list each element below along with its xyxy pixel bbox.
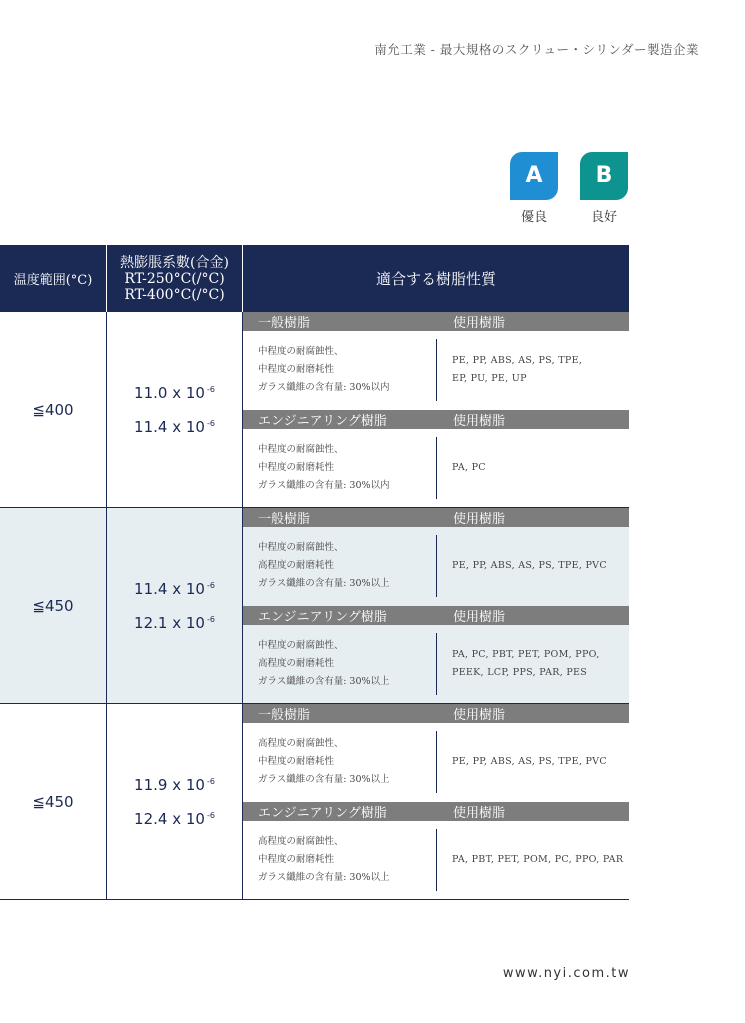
section-header — [243, 508, 629, 527]
section-body — [243, 625, 629, 704]
section-header — [243, 312, 629, 331]
table-row — [0, 312, 629, 508]
used-resin-label: 使用樹脂 — [453, 805, 506, 821]
section-body — [243, 723, 629, 802]
used-resin-label: 使用樹脂 — [453, 609, 506, 625]
grade-a-badge: A — [510, 152, 558, 200]
resin-list: PA, PC — [452, 461, 486, 473]
used-resin-label: 使用樹脂 — [453, 708, 506, 723]
divider — [436, 633, 437, 695]
temperature-cell: ≦450 — [0, 508, 107, 703]
used-resin-label: 使用樹脂 — [453, 413, 506, 429]
section-body — [243, 821, 629, 900]
resin-type-label: 一般樹脂 — [258, 316, 311, 331]
section-body — [243, 429, 629, 508]
grade-b-badge: B — [580, 152, 628, 200]
resin-list: PA, PC, PBT, PET, POM, PPO, PEEK, LCP, PPS, PAR, PES — [452, 648, 600, 678]
header-temperature: 温度範囲(°C) — [0, 245, 107, 312]
header-coefficient — [107, 245, 243, 312]
table-header — [0, 245, 629, 312]
page-header-title: 南允工業 - 最大規格のスクリュー・シリンダー製造企業 — [374, 42, 699, 57]
resin-type-label: 一般樹脂 — [258, 708, 311, 723]
section-header — [243, 606, 629, 625]
divider — [436, 535, 437, 597]
section-header — [243, 410, 629, 429]
section-header — [243, 802, 629, 821]
coefficient-cell — [107, 704, 243, 899]
resin-list: PE, PP, ABS, AS, PS, TPE, PVC — [452, 560, 607, 572]
table-row — [0, 704, 629, 900]
property-list: 中程度の耐腐蝕性、 中程度の耐磨耗性 ガラス纖維の含有量: 30%以内 — [258, 346, 390, 394]
header-coef-line1: RT-250°C(/°C) — [124, 270, 225, 287]
resin-list: PE, PP, ABS, AS, PS, TPE, EP, PU, PE, UP — [452, 355, 583, 385]
resin-cell — [243, 508, 629, 703]
coefficient-cell — [107, 508, 243, 703]
grade-a-label: 優良 — [520, 210, 547, 225]
temperature-cell: ≦400 — [0, 312, 107, 507]
resin-list: PE, PP, ABS, AS, PS, TPE, PVC — [452, 756, 607, 768]
coef-value-250: 11.4 x 10 $^{-6}$ — [134, 579, 215, 598]
used-resin-label: 使用樹脂 — [453, 512, 506, 527]
property-list: 中程度の耐腐蝕性、 中程度の耐磨耗性 ガラス纖維の含有量: 30%以内 — [258, 443, 390, 491]
property-list: 高程度の耐腐蝕性、 中程度の耐磨耗性 ガラス纖維の含有量: 30%以上 — [258, 835, 390, 883]
header-coef-line2: RT-400°C(/°C) — [124, 286, 225, 303]
divider — [436, 731, 437, 793]
divider — [436, 339, 437, 401]
resin-cell — [243, 704, 629, 899]
section-body — [243, 331, 629, 410]
property-list: 中程度の耐腐蝕性、 高程度の耐磨耗性 ガラス纖維の含有量: 30%以上 — [258, 639, 390, 687]
coef-value-250: 11.9 x 10 $^{-6}$ — [134, 775, 215, 794]
section-header — [243, 704, 629, 723]
divider — [436, 829, 437, 891]
resin-cell — [243, 312, 629, 507]
property-list: 中程度の耐腐蝕性、 高程度の耐磨耗性 ガラス纖維の含有量: 30%以上 — [258, 542, 390, 590]
header-resin: 適合する樹脂性質 — [375, 270, 496, 288]
coef-value-400: 12.1 x 10 $^{-6}$ — [134, 613, 215, 632]
resin-type-label: エンジニアリング樹脂 — [258, 413, 387, 429]
grade-b-label: 良好 — [590, 210, 617, 225]
coef-value-400: 11.4 x 10 $^{-6}$ — [134, 417, 215, 436]
property-list: 高程度の耐腐蝕性、 中程度の耐磨耗性 ガラス纖維の含有量: 30%以上 — [258, 738, 390, 786]
footer-url[interactable]: www.nyi.com.tw — [502, 966, 630, 981]
coefficient-cell — [107, 312, 243, 507]
section-body — [243, 527, 629, 606]
resin-type-label: エンジニアリング樹脂 — [258, 609, 387, 625]
temperature-cell: ≦450 — [0, 704, 107, 899]
resin-type-label: 一般樹脂 — [258, 512, 311, 527]
coef-value-250: 11.0 x 10 $^{-6}$ — [134, 383, 215, 402]
header-coef-title: 熱膨脹系數(合金) — [120, 254, 229, 271]
resin-spec-table — [0, 245, 629, 900]
resin-list: PA, PBT, PET, POM, PC, PPO, PAR — [452, 853, 624, 865]
divider — [436, 437, 437, 499]
resin-type-label: エンジニアリング樹脂 — [258, 805, 387, 821]
coef-value-400: 12.4 x 10 $^{-6}$ — [134, 809, 215, 828]
table-row — [0, 508, 629, 704]
used-resin-label: 使用樹脂 — [453, 316, 506, 331]
